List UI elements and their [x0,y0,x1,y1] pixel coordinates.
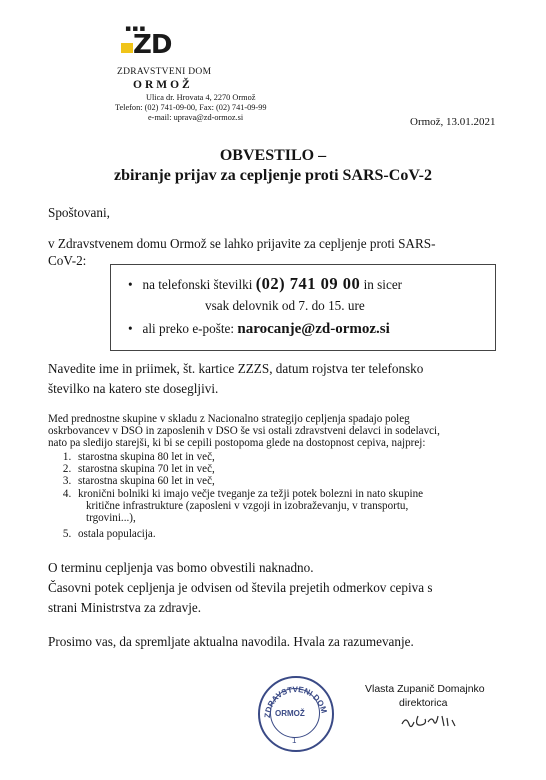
priority-intro-line: Med prednostne skupine v skladu z Nacionalno strategijo cepljenja spadajo poleg [48,413,410,425]
logo-mark [107,24,195,58]
closing-line: Prosimo vas, da spremljate aktualna navodila. Hvala za razumevanje. [48,634,414,649]
stamp-number: 1 [292,736,297,745]
intro-line: v Zdravstvenem domu Ormož se lahko prijavite za cepljenje proti SARS- [48,236,436,251]
address-line: Ulica dr. Hrovata 4, 2270 Ormož [146,93,256,102]
svg-text:ZDRAVSTVENI DOM: ZDRAVSTVENI DOM [262,684,329,719]
list-item: 3. starostna skupina 60 let in več, [74,475,514,487]
bullet-icon: • [128,321,133,336]
org-town: ORMOŽ [133,79,193,91]
address-block [115,93,346,124]
priority-intro-line: nato pa sledijo starejši, ki bi se cepili postopoma glede na dostopnost cepiva, najprej: [48,437,426,450]
list-item-continuation: kritične infrastrukture (zaposleni v vzgoji in izobraževanju, v transportu, [86,499,409,512]
signatory-name: Vlasta Zupanič Domajnko [365,683,485,695]
list-item: 5. ostala populacija. [74,528,514,540]
instructions-line: številko na katero ste dosegljivi. [48,381,219,396]
phone-line: Telefon: (02) 741-09-00, Fax: (02) 741-09-99 [115,103,267,113]
logo [107,24,195,58]
closing-line: Časovni potek cepljenja je odvisen od števila prejetih odmerkov cepiva s [48,580,433,595]
handwritten-signature-icon [400,712,460,732]
greeting: Spoštovani, [48,205,110,220]
bullet-email [128,321,390,338]
priority-list [52,451,514,540]
office-hours: vsak delovnik od 7. do 15. ure [205,298,365,313]
closing-line: strani Ministrstva za zdravje. [48,600,202,615]
document-date: Ormož, 13.01.2021 [410,116,496,128]
list-item: 4. kronični bolniki ki imajo večje tveganje za težji potek bolezni in nato skupine kritične infrastrukture (zaposleni v vzgoji in izobraževanju, v transportu, trgovini...), [74,488,514,525]
phone-number: (02) 741 09 00 [255,274,361,293]
signatory-role: direktorica [399,697,448,709]
priority-intro-line: oskrbovancev v DSO in zaposlenih v DSO še vsi ostali zdravstveni delavci in sodelavci, [48,425,440,438]
bullet-phone [128,274,402,294]
intro-line: CoV-2: [48,253,87,268]
bullet-icon: • [128,277,133,292]
page-subtitle: zbiranje prijav za cepljenje proti SARS-CoV-2 [113,167,433,184]
email-line: e-mail: uprava@zd-ormoz.si [148,113,244,123]
logo-dots-icon: ▪▪▪ [125,24,147,34]
list-item-continuation: trgovini...), [86,512,136,525]
org-name: ZDRAVSTVENI DOM [117,67,212,77]
list-item: 1. starostna skupina 80 let in več, [74,451,514,463]
email-address: narocanje@zd-ormoz.si [237,321,390,337]
email-prefix: ali preko e-pošte: [142,321,235,336]
phone-prefix: na telefonski številki [142,277,253,292]
priority-intro [48,413,498,450]
stamp-town: ORMOŽ [275,709,305,718]
official-stamp [258,676,334,752]
logo-bar-icon [121,43,133,53]
instructions-line: Navedite ime in priimek, št. kartice ZZZS, datum rojstva ter telefonsko [48,361,424,376]
closing-line: O terminu cepljenja vas bomo obvestili naknadno. [48,560,314,575]
list-item: 2. starostna skupina 70 let in več, [74,463,514,475]
page-title: OBVESTILO – [219,147,327,164]
logo-text: ZD [133,30,172,60]
phone-suffix: in sicer [363,277,403,292]
